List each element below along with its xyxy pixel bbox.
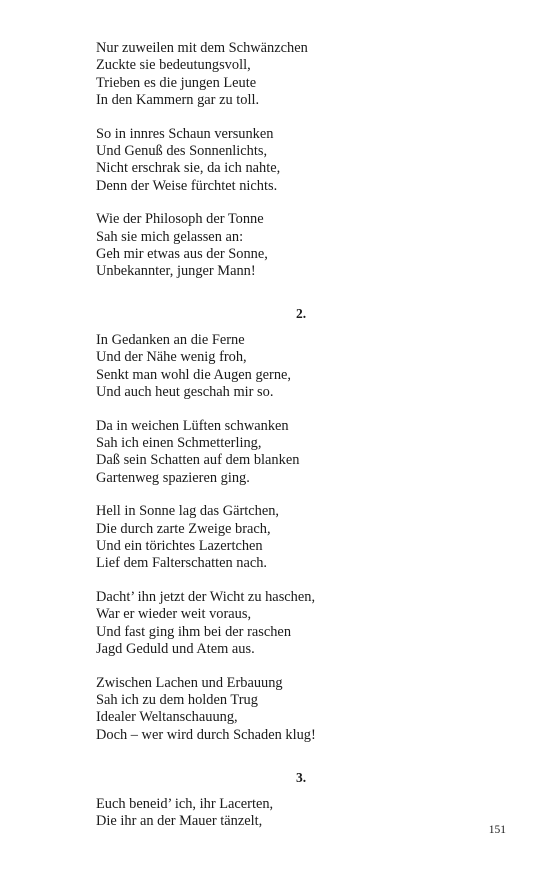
- poem-line: Zuckte sie bedeutungsvoll,: [96, 57, 251, 74]
- poem-line: Sah ich einen Schmetterling,: [96, 435, 262, 452]
- poem-line: So in innres Schaun versunken: [96, 125, 274, 142]
- stanza: [96, 332, 506, 401]
- section-3: [96, 761, 506, 831]
- poem-text: [96, 40, 506, 847]
- stanza: [96, 126, 506, 195]
- poem-line: In den Kammern gar zu toll.: [96, 91, 260, 108]
- poem-line: Senkt man wohl die Augen gerne,: [96, 366, 292, 383]
- poem-line: Gartenweg spazieren ging.: [96, 469, 250, 486]
- poem-line: Sah ich zu dem holden Trug: [96, 692, 258, 709]
- poem-line: Dacht’ ihn jetzt der Wicht zu haschen,: [96, 589, 316, 606]
- poem-line: Nicht erschrak sie, da ich nahte,: [96, 160, 281, 177]
- poem-line: Unbekannter, junger Mann!: [96, 263, 256, 280]
- poem-line: Denn der Weise fürchtet nichts.: [96, 177, 278, 194]
- stanza: [96, 211, 506, 280]
- poem-line: In Gedanken an die Ferne: [96, 332, 245, 349]
- stanza: [96, 418, 506, 487]
- poem-line: War er wieder weit voraus,: [96, 606, 252, 623]
- poem-line: Geh mir etwas aus der Sonne,: [96, 245, 268, 262]
- poem-line: Und der Nähe wenig froh,: [96, 349, 247, 366]
- section-1: [96, 40, 506, 281]
- section-2: [96, 297, 506, 744]
- stanza: [96, 796, 506, 831]
- poem-line: Die ihr an der Mauer tänzelt,: [96, 812, 263, 829]
- page-number: 151: [488, 824, 506, 836]
- poem-line: Lief dem Falterschatten nach.: [96, 555, 268, 572]
- poem-line: Doch – wer wird durch Schaden klug!: [96, 726, 316, 743]
- poem-line: Und fast ging ihm bei der raschen: [96, 623, 292, 640]
- poem-line: Jagd Geduld und Atem aus.: [96, 641, 255, 658]
- stanza: [96, 675, 506, 744]
- poem-line: Idealer Weltanschauung,: [96, 709, 238, 726]
- poem-line: Daß sein Schatten auf dem blanken: [96, 452, 300, 469]
- section-number: 2.: [295, 306, 307, 322]
- stanza: [96, 40, 506, 109]
- poem-line: Hell in Sonne lag das Gärtchen,: [96, 503, 280, 520]
- poem-line: Da in weichen Lüften schwanken: [96, 417, 289, 434]
- stanza: [96, 589, 506, 658]
- poem-line: Und Genuß des Sonnenlichts,: [96, 142, 268, 159]
- poem-line: Trieben es die jungen Leute: [96, 74, 257, 91]
- poem-line: Und ein törichtes Lazertchen: [96, 538, 263, 555]
- poem-line: Sah sie mich gelassen an:: [96, 228, 244, 245]
- poem-line: Wie der Philosoph der Tonne: [96, 211, 264, 228]
- poem-line: Zwischen Lachen und Erbauung: [96, 674, 283, 691]
- poem-line: Und auch heut geschah mir so.: [96, 383, 274, 400]
- poem-line: Die durch zarte Zweige brach,: [96, 520, 271, 537]
- stanza: [96, 503, 506, 572]
- poem-line: Nur zuweilen mit dem Schwänzchen: [96, 40, 308, 56]
- section-number: 3.: [295, 769, 307, 785]
- poem-line: Euch beneid’ ich, ihr Lacerten,: [96, 795, 274, 812]
